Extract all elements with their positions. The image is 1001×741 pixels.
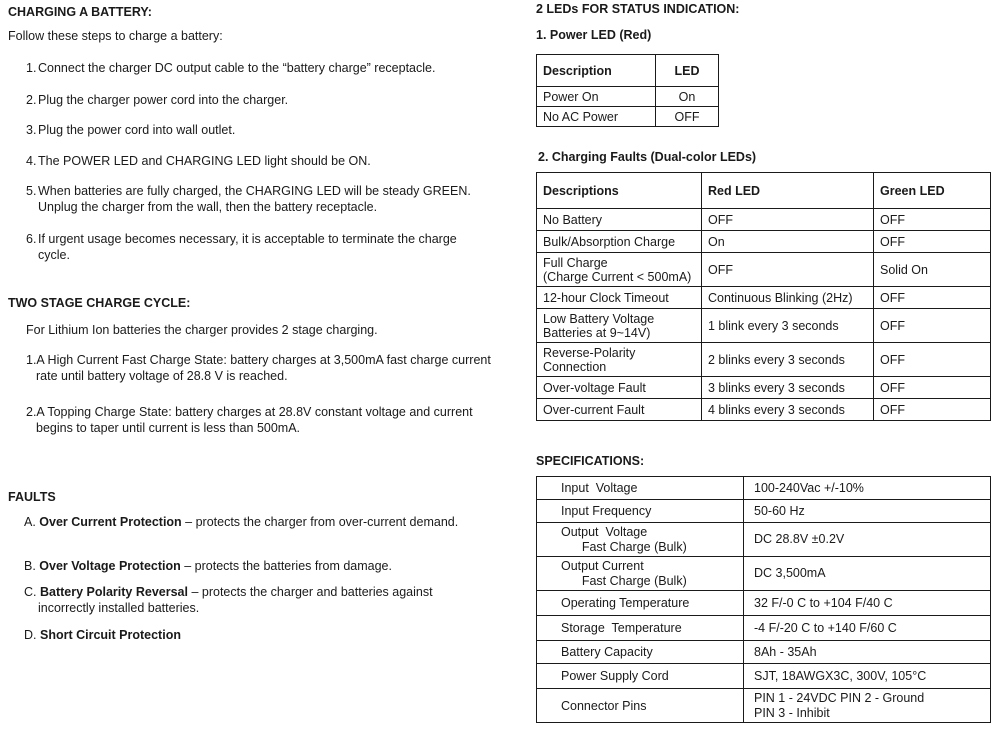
green-led-cell: OFF	[874, 209, 991, 231]
spec-value: DC 3,500mA	[744, 557, 991, 591]
spec-row	[537, 616, 991, 641]
faults-table-row	[537, 209, 991, 231]
spec-label: Battery Capacity	[537, 641, 744, 664]
cycle-item: 2.A Topping Charge State: battery charges at 28.8V constant voltage and current begins to taper until current is less than 500mA.	[26, 405, 473, 435]
faults-header-descriptions: Descriptions	[537, 173, 702, 209]
green-led-cell: OFF	[874, 377, 991, 399]
charging-faults-table	[536, 172, 991, 421]
power-row-desc: Power On	[537, 87, 656, 107]
spec-row	[537, 500, 991, 523]
spec-row	[537, 557, 991, 591]
power-led-title: 1. Power LED (Red)	[536, 28, 652, 42]
green-led-cell: Solid On	[874, 253, 991, 287]
spec-value: -4 F/-20 C to +140 F/60 C	[744, 616, 991, 641]
fault-letter: D.	[24, 628, 40, 642]
fault-description-cell: Over-current Fault	[537, 399, 702, 421]
spec-row	[537, 591, 991, 616]
charging-intro: Follow these steps to charge a battery:	[8, 29, 223, 43]
spec-value: PIN 1 - 24VDC PIN 2 - Ground PIN 3 - Inhibit	[744, 689, 991, 723]
charging-step	[26, 183, 486, 215]
charging-step	[26, 92, 486, 108]
spec-value: 50-60 Hz	[744, 500, 991, 523]
faults-header-green-led: Green LED	[874, 173, 991, 209]
fault-description-cell: Reverse-Polarity Connection	[537, 343, 702, 377]
green-led-cell: OFF	[874, 231, 991, 253]
step-text: If urgent usage becomes necessary, it is acceptable to terminate the charge cycle.	[38, 232, 457, 262]
step-text: When batteries are fully charged, the CHARGING LED will be steady GREEN. Unplug the charger from the wall, then the battery receptacle.	[38, 184, 471, 214]
spec-label: Power Supply Cord	[537, 664, 744, 689]
red-led-cell: OFF	[702, 209, 874, 231]
step-number: 3.	[26, 123, 37, 137]
charging-step	[26, 122, 486, 138]
spec-label: Output Current Fast Charge (Bulk)	[537, 557, 744, 591]
fault-description-cell: Bulk/Absorption Charge	[537, 231, 702, 253]
spec-value: 8Ah - 35Ah	[744, 641, 991, 664]
step-text: Connect the charger DC output cable to the “battery charge” receptacle.	[38, 61, 436, 75]
spec-row	[537, 523, 991, 557]
fault-description-cell: No Battery	[537, 209, 702, 231]
spec-row	[537, 664, 991, 689]
cycle-title: TWO STAGE CHARGE CYCLE:	[8, 296, 191, 310]
step-text: Plug the power cord into wall outlet.	[38, 123, 236, 137]
red-led-cell: OFF	[702, 253, 874, 287]
step-text: Plug the charger power cord into the charger.	[38, 93, 289, 107]
fault-name: Battery Polarity Reversal	[39, 585, 188, 599]
spec-value: 100-240Vac +/-10%	[744, 477, 991, 500]
charging-step	[26, 60, 486, 76]
faults-table-row	[537, 343, 991, 377]
fault-letter: B.	[24, 559, 40, 573]
fault-item	[24, 627, 488, 643]
step-number: 5.	[26, 184, 37, 198]
leds-title: 2 LEDs FOR STATUS INDICATION:	[536, 2, 740, 16]
faults-table-row	[537, 287, 991, 309]
spec-row	[537, 641, 991, 664]
red-led-cell: 3 blinks every 3 seconds	[702, 377, 874, 399]
fault-description: – protects the batteries from damage.	[180, 559, 392, 573]
specs-title: SPECIFICATIONS:	[536, 454, 645, 468]
faults-header-red-led: Red LED	[702, 173, 874, 209]
step-number: 6.	[26, 232, 37, 246]
charging-faults-title: 2. Charging Faults (Dual-color LEDs)	[538, 150, 757, 164]
green-led-cell: OFF	[874, 399, 991, 421]
fault-description-cell: 12-hour Clock Timeout	[537, 287, 702, 309]
power-led-table	[536, 54, 719, 127]
fault-item	[24, 558, 488, 574]
spec-label: Output Voltage Fast Charge (Bulk)	[537, 523, 744, 557]
cycle-intro: For Lithium Ion batteries the charger provides 2 stage charging.	[26, 323, 378, 337]
charging-step	[26, 153, 486, 169]
green-led-cell: OFF	[874, 309, 991, 343]
spec-label: Storage Temperature	[537, 616, 744, 641]
spec-value: DC 28.8V ±0.2V	[744, 523, 991, 557]
spec-row	[537, 477, 991, 500]
fault-name: Over Voltage Protection	[39, 559, 181, 573]
faults-title: FAULTS	[8, 490, 56, 504]
fault-item	[24, 514, 488, 530]
fault-description: – protects the charger and batteries against incorrectly installed batteries.	[38, 585, 433, 615]
power-row-desc: No AC Power	[537, 107, 656, 127]
spec-label: Connector Pins	[537, 689, 744, 723]
green-led-cell: OFF	[874, 343, 991, 377]
faults-table-row	[537, 253, 991, 287]
spec-value: 32 F/-0 C to +104 F/40 C	[744, 591, 991, 616]
step-number: 2.	[26, 93, 37, 107]
red-led-cell: 4 blinks every 3 seconds	[702, 399, 874, 421]
spec-label: Operating Temperature	[537, 591, 744, 616]
faults-table-row	[537, 309, 991, 343]
red-led-cell: Continuous Blinking (2Hz)	[702, 287, 874, 309]
spec-label: Input Voltage	[537, 477, 744, 500]
fault-description-cell: Over-voltage Fault	[537, 377, 702, 399]
power-header-description: Description	[537, 55, 656, 87]
fault-item	[24, 584, 488, 616]
fault-description-cell: Low Battery Voltage Batteries at 9~14V)	[537, 309, 702, 343]
red-led-cell: On	[702, 231, 874, 253]
specifications-table	[536, 476, 991, 723]
red-led-cell: 1 blink every 3 seconds	[702, 309, 874, 343]
fault-name: Short Circuit Protection	[39, 628, 181, 642]
faults-table-row	[537, 231, 991, 253]
fault-description: – protects the charger from over-current demand.	[181, 515, 459, 529]
spec-label: Input Frequency	[537, 500, 744, 523]
spec-value: SJT, 18AWGX3C, 300V, 105°C	[744, 664, 991, 689]
step-number: 4.	[26, 154, 37, 168]
power-row-led: On	[656, 87, 719, 107]
faults-table-row	[537, 377, 991, 399]
fault-letter: C.	[24, 585, 40, 599]
power-row-led: OFF	[656, 107, 719, 127]
cycle-item: 1.A High Current Fast Charge State: battery charges at 3,500mA fast charge current rate until battery voltage of 28.8 V is reached.	[26, 353, 491, 383]
fault-name: Over Current Protection	[39, 515, 182, 529]
spec-row	[537, 689, 991, 723]
step-text: The POWER LED and CHARGING LED light should be ON.	[38, 154, 371, 168]
charging-step	[26, 231, 486, 263]
green-led-cell: OFF	[874, 287, 991, 309]
charging-title: CHARGING A BATTERY:	[8, 5, 152, 19]
fault-description-cell: Full Charge (Charge Current < 500mA)	[537, 253, 702, 287]
power-header-led: LED	[656, 55, 719, 87]
faults-table-row	[537, 399, 991, 421]
fault-letter: A.	[24, 515, 40, 529]
red-led-cell: 2 blinks every 3 seconds	[702, 343, 874, 377]
step-number: 1.	[26, 61, 37, 75]
